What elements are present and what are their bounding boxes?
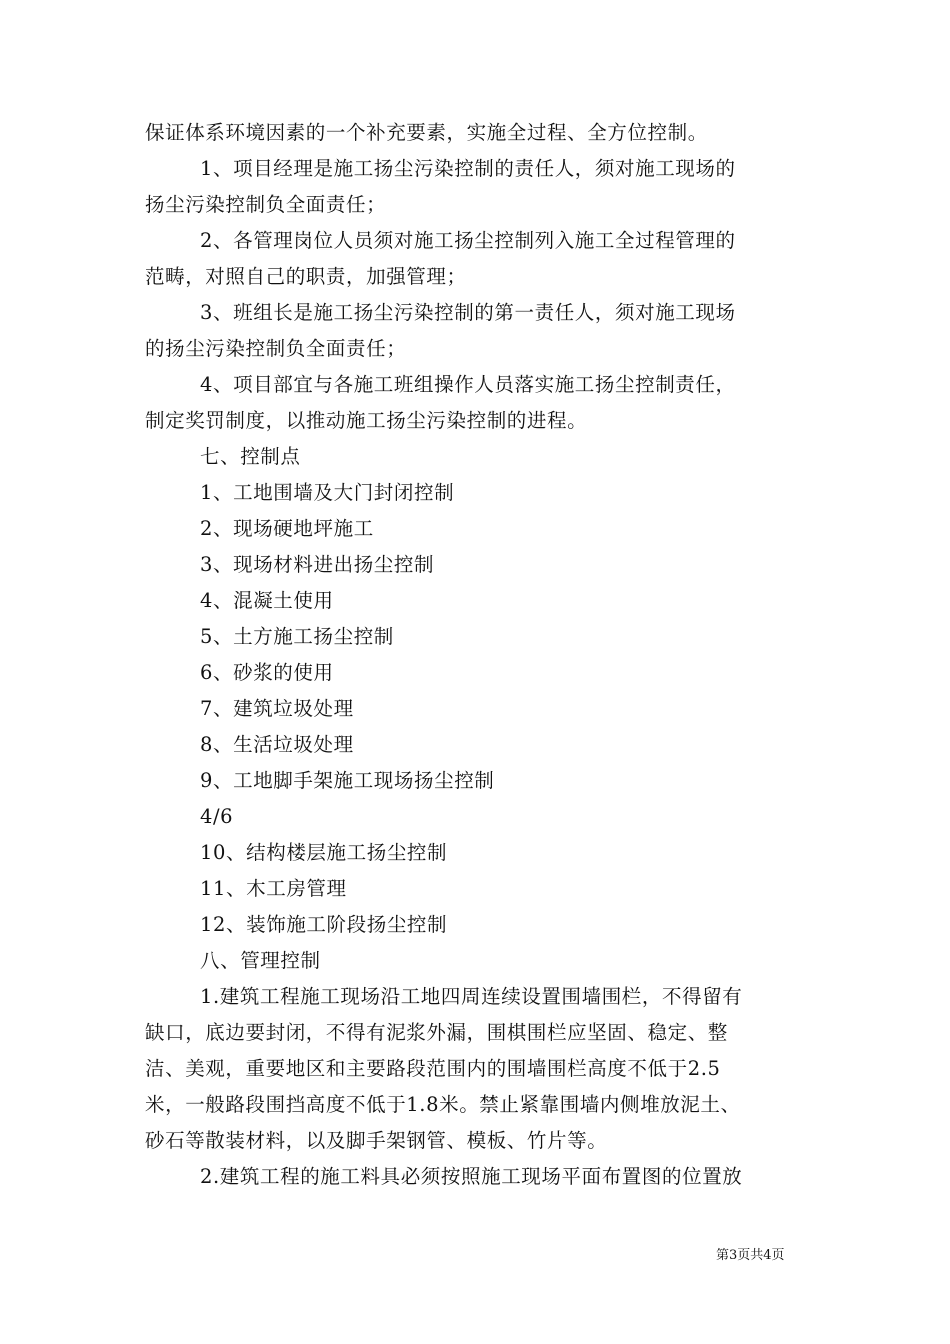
- text-line: 的扬尘污染控制负全面责任；: [145, 337, 407, 360]
- inline-page-marker: 4/6: [200, 805, 234, 828]
- text-line: 1、项目经理是施工扬尘污染控制的责任人，须对施工现场的: [200, 157, 736, 180]
- list-item: 7、建筑垃圾处理: [200, 697, 354, 720]
- list-item: 5、土方施工扬尘控制: [200, 625, 394, 648]
- text-line: 4、项目部宜与各施工班组操作人员落实施工扬尘控制责任，: [200, 373, 736, 396]
- text-line: 3、班组长是施工扬尘污染控制的第一责任人，须对施工现场: [200, 301, 736, 324]
- list-item: 4、混凝土使用: [200, 589, 334, 612]
- text-line: 2.建筑工程的施工料具必须按照施工现场平面布置图的位置放: [200, 1165, 743, 1188]
- text-line: 1.建筑工程施工现场沿工地四周连续设置围墙围栏，不得留有: [200, 985, 743, 1008]
- list-item: 9、工地脚手架施工现场扬尘控制: [200, 769, 495, 792]
- page-footer: 第3页共4页: [716, 1248, 785, 1263]
- section-heading: 七、控制点: [200, 445, 301, 468]
- list-item: 6、砂浆的使用: [200, 661, 334, 684]
- list-item: 8、生活垃圾处理: [200, 733, 354, 756]
- list-item: 10、结构楼层施工扬尘控制: [200, 841, 448, 864]
- text-line: 制定奖罚制度，以推动施工扬尘污染控制的进程。: [145, 409, 588, 432]
- section-heading: 八、管理控制: [200, 949, 321, 972]
- list-item: 11、木工房管理: [200, 877, 347, 900]
- text-line: 砂石等散装材料，以及脚手架钢管、模板、竹片等。: [145, 1129, 608, 1152]
- text-line: 缺口，底边要封闭，不得有泥浆外漏，围棋围栏应坚固、稳定、整: [145, 1021, 728, 1044]
- text-line: 保证体系环境因素的一个补充要素，实施全过程、全方位控制。: [145, 121, 708, 144]
- text-line: 2、各管理岗位人员须对施工扬尘控制列入施工全过程管理的: [200, 229, 736, 252]
- text-line: 扬尘污染控制负全面责任；: [145, 193, 387, 216]
- list-item: 2、现场硬地坪施工: [200, 517, 374, 540]
- text-line: 米，一般路段围挡高度不低于1.8米。禁止紧靠围墙内侧堆放泥土、: [145, 1093, 741, 1116]
- text-line: 洁、美观，重要地区和主要路段范围内的围墙围栏高度不低于2.5: [145, 1057, 721, 1080]
- list-item: 3、现场材料进出扬尘控制: [200, 553, 435, 576]
- list-item: 12、装饰施工阶段扬尘控制: [200, 913, 448, 936]
- list-item: 1、工地围墙及大门封闭控制: [200, 481, 455, 504]
- text-line: 范畴，对照自己的职责，加强管理；: [145, 265, 467, 288]
